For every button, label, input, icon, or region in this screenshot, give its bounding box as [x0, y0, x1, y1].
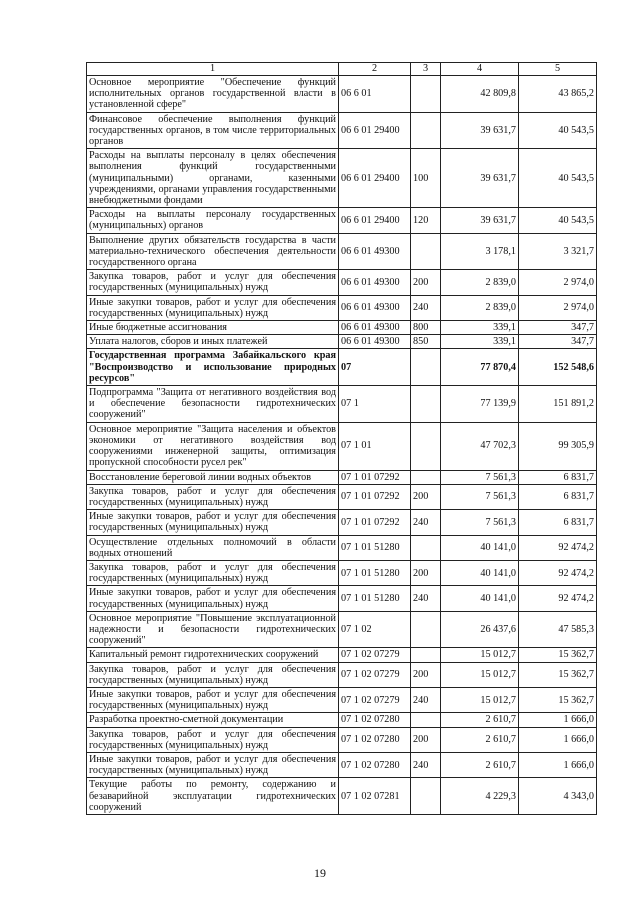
cell-amount-year-2: 40 543,5 — [519, 208, 597, 233]
cell-expense-type: 240 — [411, 687, 441, 712]
cell-name: Иные закупки товаров, работ и услуг для обеспечения государственных (муниципальных) нужд — [87, 586, 339, 611]
cell-name: Финансовое обеспечение выполнения функций государственных органов, в том числе территориальных органов — [87, 112, 339, 149]
cell-amount-year-1: 4 229,3 — [441, 778, 519, 815]
cell-target-code: 06 6 01 — [339, 76, 411, 113]
header-col-5: 5 — [519, 63, 597, 76]
cell-expense-type: 240 — [411, 586, 441, 611]
cell-amount-year-2: 1 666,0 — [519, 752, 597, 777]
cell-amount-year-1: 40 141,0 — [441, 586, 519, 611]
cell-amount-year-1: 2 610,7 — [441, 727, 519, 752]
cell-amount-year-1: 2 610,7 — [441, 713, 519, 727]
table-row — [87, 662, 597, 687]
cell-amount-year-1: 40 141,0 — [441, 560, 519, 585]
cell-target-code: 06 6 01 49300 — [339, 233, 411, 270]
table-row — [87, 752, 597, 777]
cell-target-code: 07 1 — [339, 386, 411, 423]
cell-name: Расходы на выплаты персоналу в целях обеспечения выполнения функций государственными (муниципальными) органами, казенными учреждениями, органами управления государственными внебюджетными фондами — [87, 149, 339, 208]
cell-name: Восстановление береговой линии водных объектов — [87, 470, 339, 484]
cell-target-code: 07 1 02 07280 — [339, 752, 411, 777]
cell-amount-year-2: 40 543,5 — [519, 149, 597, 208]
cell-amount-year-1: 42 809,8 — [441, 76, 519, 113]
cell-expense-type — [411, 112, 441, 149]
table-row — [87, 560, 597, 585]
cell-target-code: 06 6 01 29400 — [339, 112, 411, 149]
cell-amount-year-1: 339,1 — [441, 321, 519, 335]
cell-amount-year-2: 6 831,7 — [519, 510, 597, 535]
table-row — [87, 648, 597, 662]
cell-target-code: 07 1 02 07279 — [339, 648, 411, 662]
cell-amount-year-1: 47 702,3 — [441, 422, 519, 470]
cell-name: Уплата налогов, сборов и иных платежей — [87, 335, 339, 349]
cell-amount-year-2: 2 974,0 — [519, 270, 597, 295]
cell-target-code: 06 6 01 49300 — [339, 295, 411, 320]
cell-name: Текущие работы по ремонту, содержанию и безаварийной эксплуатации гидротехнических сооружений — [87, 778, 339, 815]
header-col-3: 3 — [411, 63, 441, 76]
cell-expense-type — [411, 535, 441, 560]
cell-amount-year-2: 99 305,9 — [519, 422, 597, 470]
cell-expense-type: 240 — [411, 510, 441, 535]
cell-name: Закупка товаров, работ и услуг для обеспечения государственных (муниципальных) нужд — [87, 662, 339, 687]
cell-amount-year-1: 39 631,7 — [441, 208, 519, 233]
cell-expense-type: 100 — [411, 149, 441, 208]
table-body — [87, 76, 597, 815]
cell-expense-type — [411, 648, 441, 662]
cell-amount-year-1: 77 139,9 — [441, 386, 519, 423]
cell-amount-year-2: 347,7 — [519, 321, 597, 335]
cell-name: Закупка товаров, работ и услуг для обеспечения государственных (муниципальных) нужд — [87, 484, 339, 509]
cell-amount-year-2: 4 343,0 — [519, 778, 597, 815]
cell-target-code: 07 1 01 07292 — [339, 510, 411, 535]
cell-name: Иные закупки товаров, работ и услуг для обеспечения государственных (муниципальных) нужд — [87, 510, 339, 535]
cell-expense-type — [411, 349, 441, 386]
cell-amount-year-2: 152 548,6 — [519, 349, 597, 386]
cell-expense-type: 800 — [411, 321, 441, 335]
table-row — [87, 713, 597, 727]
cell-expense-type: 200 — [411, 484, 441, 509]
cell-expense-type — [411, 611, 441, 648]
cell-amount-year-2: 6 831,7 — [519, 470, 597, 484]
cell-target-code: 06 6 01 49300 — [339, 270, 411, 295]
table-row — [87, 611, 597, 648]
cell-expense-type: 200 — [411, 727, 441, 752]
cell-target-code: 07 1 02 07280 — [339, 727, 411, 752]
cell-name: Разработка проектно-сметной документации — [87, 713, 339, 727]
cell-amount-year-1: 39 631,7 — [441, 149, 519, 208]
table-row — [87, 778, 597, 815]
table-row — [87, 687, 597, 712]
cell-expense-type: 240 — [411, 752, 441, 777]
table-row — [87, 510, 597, 535]
cell-amount-year-2: 151 891,2 — [519, 386, 597, 423]
cell-name: Иные закупки товаров, работ и услуг для обеспечения государственных (муниципальных) нужд — [87, 752, 339, 777]
cell-expense-type — [411, 470, 441, 484]
cell-expense-type: 200 — [411, 270, 441, 295]
table-row — [87, 112, 597, 149]
table-row — [87, 321, 597, 335]
cell-amount-year-1: 15 012,7 — [441, 687, 519, 712]
cell-expense-type: 200 — [411, 560, 441, 585]
cell-name: Иные бюджетные ассигнования — [87, 321, 339, 335]
cell-expense-type — [411, 778, 441, 815]
cell-expense-type — [411, 233, 441, 270]
header-col-4: 4 — [441, 63, 519, 76]
cell-name: Основное мероприятие "Защита населения и объектов экономики от негативного воздействия вод сооружениями инженерной защиты, оптимизация пропускной способности русел рек" — [87, 422, 339, 470]
cell-amount-year-2: 15 362,7 — [519, 687, 597, 712]
cell-amount-year-1: 2 610,7 — [441, 752, 519, 777]
cell-name: Закупка товаров, работ и услуг для обеспечения государственных (муниципальных) нужд — [87, 270, 339, 295]
table-row — [87, 586, 597, 611]
cell-amount-year-2: 15 362,7 — [519, 662, 597, 687]
cell-name: Закупка товаров, работ и услуг для обеспечения государственных (муниципальных) нужд — [87, 727, 339, 752]
cell-expense-type — [411, 422, 441, 470]
cell-name: Закупка товаров, работ и услуг для обеспечения государственных (муниципальных) нужд — [87, 560, 339, 585]
cell-amount-year-2: 1 666,0 — [519, 727, 597, 752]
cell-amount-year-1: 3 178,1 — [441, 233, 519, 270]
header-col-1: 1 — [87, 63, 339, 76]
cell-target-code: 07 1 01 51280 — [339, 560, 411, 585]
cell-amount-year-1: 2 839,0 — [441, 270, 519, 295]
cell-amount-year-2: 15 362,7 — [519, 648, 597, 662]
cell-amount-year-2: 47 585,3 — [519, 611, 597, 648]
cell-target-code: 07 — [339, 349, 411, 386]
cell-amount-year-2: 92 474,2 — [519, 586, 597, 611]
cell-target-code: 06 6 01 49300 — [339, 335, 411, 349]
table-row — [87, 295, 597, 320]
cell-amount-year-2: 6 831,7 — [519, 484, 597, 509]
table-row — [87, 470, 597, 484]
cell-expense-type — [411, 713, 441, 727]
cell-amount-year-1: 7 561,3 — [441, 470, 519, 484]
cell-name: Государственная программа Забайкальского края "Воспроизводство и использование природных ресурсов" — [87, 349, 339, 386]
header-col-2: 2 — [339, 63, 411, 76]
cell-name: Основное мероприятие "Повышение эксплуатационной надежности и безопасности гидротехнических сооружений" — [87, 611, 339, 648]
cell-target-code: 07 1 01 07292 — [339, 470, 411, 484]
cell-target-code: 07 1 01 — [339, 422, 411, 470]
cell-target-code: 07 1 02 07279 — [339, 687, 411, 712]
cell-expense-type: 120 — [411, 208, 441, 233]
cell-target-code: 07 1 02 07279 — [339, 662, 411, 687]
cell-amount-year-1: 15 012,7 — [441, 648, 519, 662]
cell-name: Основное мероприятие "Обеспечение функций исполнительных органов государственной власти в установленной сфере" — [87, 76, 339, 113]
cell-amount-year-2: 92 474,2 — [519, 535, 597, 560]
table-row — [87, 727, 597, 752]
cell-amount-year-2: 3 321,7 — [519, 233, 597, 270]
table-row — [87, 270, 597, 295]
cell-amount-year-1: 26 437,6 — [441, 611, 519, 648]
cell-expense-type — [411, 76, 441, 113]
cell-target-code: 07 1 02 07281 — [339, 778, 411, 815]
cell-name: Подпрограмма "Защита от негативного воздействия вод и обеспечение безопасности гидротехнических сооружений" — [87, 386, 339, 423]
table-row — [87, 149, 597, 208]
cell-amount-year-1: 7 561,3 — [441, 510, 519, 535]
table-row — [87, 335, 597, 349]
cell-amount-year-2: 1 666,0 — [519, 713, 597, 727]
cell-name: Иные закупки товаров, работ и услуг для обеспечения государственных (муниципальных) нужд — [87, 687, 339, 712]
cell-name: Расходы на выплаты персоналу государственных (муниципальных) органов — [87, 208, 339, 233]
cell-target-code: 06 6 01 49300 — [339, 321, 411, 335]
table-header-row — [87, 63, 597, 76]
cell-target-code: 07 1 02 07280 — [339, 713, 411, 727]
cell-name: Выполнение других обязательств государства в части материально-технического обеспечения деятельности государственного органа — [87, 233, 339, 270]
page-number: 19 — [314, 866, 326, 880]
cell-target-code: 06 6 01 29400 — [339, 149, 411, 208]
cell-expense-type — [411, 386, 441, 423]
cell-target-code: 07 1 02 — [339, 611, 411, 648]
cell-amount-year-1: 77 870,4 — [441, 349, 519, 386]
cell-target-code: 07 1 01 51280 — [339, 586, 411, 611]
table-row — [87, 422, 597, 470]
table-row — [87, 484, 597, 509]
cell-amount-year-2: 347,7 — [519, 335, 597, 349]
cell-amount-year-1: 339,1 — [441, 335, 519, 349]
cell-amount-year-2: 43 865,2 — [519, 76, 597, 113]
cell-amount-year-2: 40 543,5 — [519, 112, 597, 149]
table-row — [87, 208, 597, 233]
cell-name: Осуществление отдельных полномочий в области водных отношений — [87, 535, 339, 560]
cell-expense-type: 240 — [411, 295, 441, 320]
cell-amount-year-1: 7 561,3 — [441, 484, 519, 509]
cell-expense-type: 200 — [411, 662, 441, 687]
budget-table — [86, 62, 597, 815]
cell-amount-year-1: 2 839,0 — [441, 295, 519, 320]
table-row — [87, 76, 597, 113]
cell-name: Капитальный ремонт гидротехнических сооружений — [87, 648, 339, 662]
table-row — [87, 349, 597, 386]
cell-amount-year-1: 15 012,7 — [441, 662, 519, 687]
cell-target-code: 07 1 01 51280 — [339, 535, 411, 560]
cell-name: Иные закупки товаров, работ и услуг для обеспечения государственных (муниципальных) нужд — [87, 295, 339, 320]
cell-amount-year-2: 92 474,2 — [519, 560, 597, 585]
table-row — [87, 386, 597, 423]
cell-amount-year-1: 39 631,7 — [441, 112, 519, 149]
cell-amount-year-1: 40 141,0 — [441, 535, 519, 560]
table-row — [87, 535, 597, 560]
table-row — [87, 233, 597, 270]
cell-amount-year-2: 2 974,0 — [519, 295, 597, 320]
cell-expense-type: 850 — [411, 335, 441, 349]
cell-target-code: 07 1 01 07292 — [339, 484, 411, 509]
cell-target-code: 06 6 01 29400 — [339, 208, 411, 233]
